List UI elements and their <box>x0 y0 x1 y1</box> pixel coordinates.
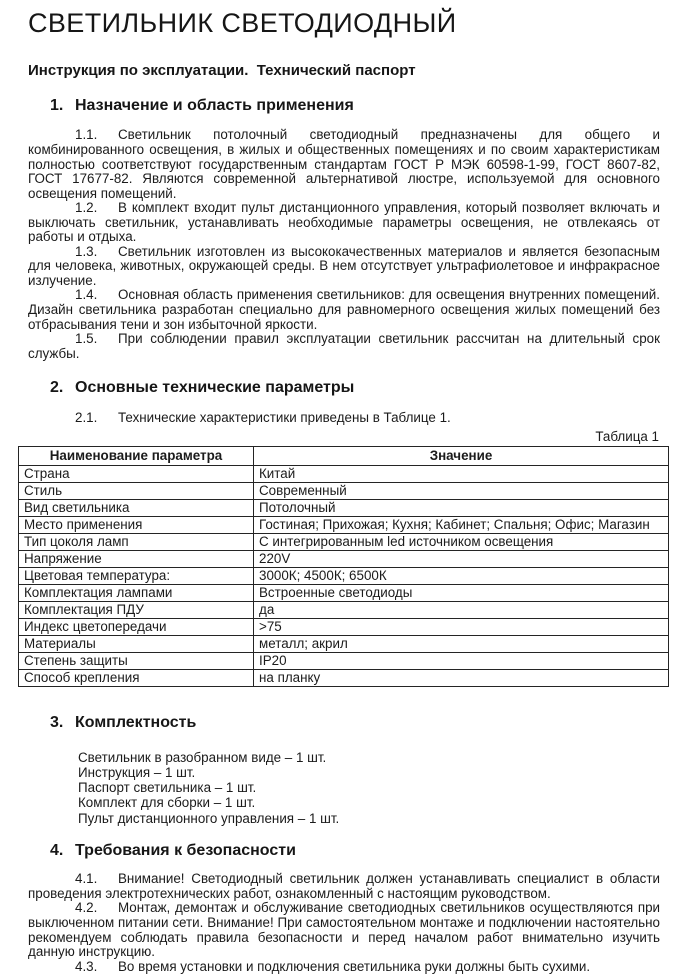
paragraph-number: 1.4. <box>75 287 98 303</box>
section-2-number: 2. <box>50 379 64 397</box>
param-name: Комплектация лампами <box>19 585 254 602</box>
kit-item: Паспорт светильника – 1 шт. <box>78 780 257 796</box>
param-name: Вид светильника <box>19 500 254 517</box>
paragraph-number: 4.3. <box>75 958 98 974</box>
table-header-parameter: Наименование параметра <box>19 447 254 466</box>
paragraph-text: В комплект входит пульт дистанционного управления, который позволяет включать и выключать светильник, устанавливать необходимые параметры освещения, не отвлекаясь от работы и отдыха. <box>28 200 660 245</box>
paragraph-number: 2.1. <box>75 409 98 425</box>
paragraph-text: Технические характеристики приведены в Таблице 1. <box>118 409 451 425</box>
section-purpose <box>28 97 660 361</box>
param-value: на планку <box>254 670 669 687</box>
param-value: Потолочный <box>254 500 669 517</box>
param-name: Страна <box>19 466 254 483</box>
doc-subtitle: Инструкция по эксплуатации. Технический паспорт <box>28 62 416 80</box>
table-caption: Таблица 1 <box>595 429 659 445</box>
paragraph-text: Основная область применения светильников: для освещения внутренних помещений. Дизайн светильника разработан специально для равномерного освещения жилых помещений без отбрасывания тени и зон избыточной яркости. <box>28 287 660 332</box>
param-name: Стиль <box>19 483 254 500</box>
section-4-heading <box>50 842 660 860</box>
table-header-value: Значение <box>254 447 669 466</box>
table-row <box>19 653 669 670</box>
page-title: СВЕТИЛЬНИК СВЕТОДИОДНЫЙ <box>28 8 457 38</box>
param-value: IP20 <box>254 653 669 670</box>
kit-item: Светильник в разобранном виде – 1 шт. <box>78 749 327 765</box>
param-name: Материалы <box>19 636 254 653</box>
param-value: металл; акрил <box>254 636 669 653</box>
table-header-row <box>19 447 669 466</box>
paragraph-2-1 <box>28 411 660 426</box>
table-row <box>19 534 669 551</box>
section-4-title: Требования к безопасности <box>75 842 296 859</box>
param-value: >75 <box>254 619 669 636</box>
paragraph-text: Внимание! Светодиодный светильник должен устанавливать специалист в области проведения электротехнических работ, ознакомленный с настоящим руководством. <box>28 871 660 901</box>
section-4-number: 4. <box>50 842 64 859</box>
param-value: Гостиная; Прихожая; Кухня; Кабинет; Спальня; Офис; Магазин <box>254 517 669 534</box>
table-row <box>19 568 669 585</box>
paragraph-text: При соблюдении правил эксплуатации светильник рассчитан на длительный срок службы. <box>28 331 660 361</box>
param-value: Китай <box>254 466 669 483</box>
paragraph-1-5 <box>28 332 660 361</box>
paragraph-4-1 <box>28 872 660 901</box>
paragraph-number: 1.5. <box>75 331 98 347</box>
param-value: 220V <box>254 551 669 568</box>
param-value: 3000К; 4500К; 6500К <box>254 568 669 585</box>
param-name: Цветовая температура: <box>19 568 254 585</box>
paragraph-1-2 <box>28 201 660 245</box>
section-3-number: 3. <box>50 714 64 732</box>
section-3-heading <box>50 714 660 732</box>
paragraph-number: 1.1. <box>75 127 98 143</box>
section-safety-requirements <box>28 842 660 974</box>
paragraph-text: Монтаж, демонтаж и обслуживание светодиодных светильников осуществляются при выключенном питании сети. Внимание! При самостоятельном монтаже и подключении настоятельно рекомендуем соблюдать правила безопасности и перед началом работ внимательно изучить данную инструкцию. <box>28 900 660 960</box>
kit-item: Пульт дистанционного управления – 1 шт. <box>78 810 340 826</box>
section-1-title: Назначение и область применения <box>75 97 354 115</box>
table-row <box>19 500 669 517</box>
paragraph-1-4 <box>28 288 660 332</box>
paragraph-1-3 <box>28 245 660 289</box>
param-name: Тип цоколя ламп <box>19 534 254 551</box>
kit-list <box>78 750 660 826</box>
table-row <box>19 619 669 636</box>
paragraph-text: Светильник потолочный светодиодный предназначены для общего и комбинированного освещения, в жилых и общественных помещениях и по своим характеристикам полностью соответствуют государственным стандартам ГОСТ Р МЭК 60598-1-99, ГОСТ 8607-82, ГОСТ 17677-82. Являются современной альтернативой люстре, используемой для основного освещения помещений. <box>28 127 660 201</box>
section-3-title: Комплектность <box>75 714 197 732</box>
table-row <box>19 636 669 653</box>
section-package-contents <box>28 714 660 826</box>
table-row <box>19 551 669 568</box>
table-row <box>19 483 669 500</box>
paragraph-text: Светильник изготовлен из высококачественных материалов и является безопасным для человека, животных, окружающей среды. В нем отсутствует ультрафиолетовое и инфракрасное излучение. <box>28 243 660 288</box>
paragraph-number: 4.2. <box>75 900 98 916</box>
table-row <box>19 602 669 619</box>
section-technical-parameters <box>24 379 660 687</box>
param-value: Встроенные светодиоды <box>254 585 669 602</box>
param-name: Место применения <box>19 517 254 534</box>
section-1-heading <box>50 97 660 115</box>
kit-item: Комплект для сборки – 1 шт. <box>78 795 256 811</box>
param-value: да <box>254 602 669 619</box>
param-value: С интегрированным led источником освещения <box>254 534 669 551</box>
section-1-number: 1. <box>50 97 64 115</box>
table-row <box>19 517 669 534</box>
paragraph-text: Во время установки и подключения светильника руки должны быть сухими. <box>118 958 591 974</box>
param-name: Способ крепления <box>19 670 254 687</box>
paragraph-number: 4.1. <box>75 871 98 887</box>
param-name: Комплектация ПДУ <box>19 602 254 619</box>
section-2-heading <box>50 379 660 397</box>
paragraph-4-2 <box>28 901 660 959</box>
specs-table <box>18 446 669 687</box>
paragraph-number: 1.3. <box>75 243 98 259</box>
paragraph-4-3 <box>28 960 660 974</box>
param-name: Степень защиты <box>19 653 254 670</box>
kit-item: Инструкция – 1 шт. <box>78 764 196 780</box>
param-name: Индекс цветопередачи <box>19 619 254 636</box>
table-row <box>19 670 669 687</box>
paragraph-1-1 <box>28 128 660 201</box>
table-row <box>19 466 669 483</box>
param-value: Современный <box>254 483 669 500</box>
param-name: Напряжение <box>19 551 254 568</box>
section-2-title: Основные технические параметры <box>75 379 355 397</box>
paragraph-number: 1.2. <box>75 200 98 216</box>
table-row <box>19 585 669 602</box>
